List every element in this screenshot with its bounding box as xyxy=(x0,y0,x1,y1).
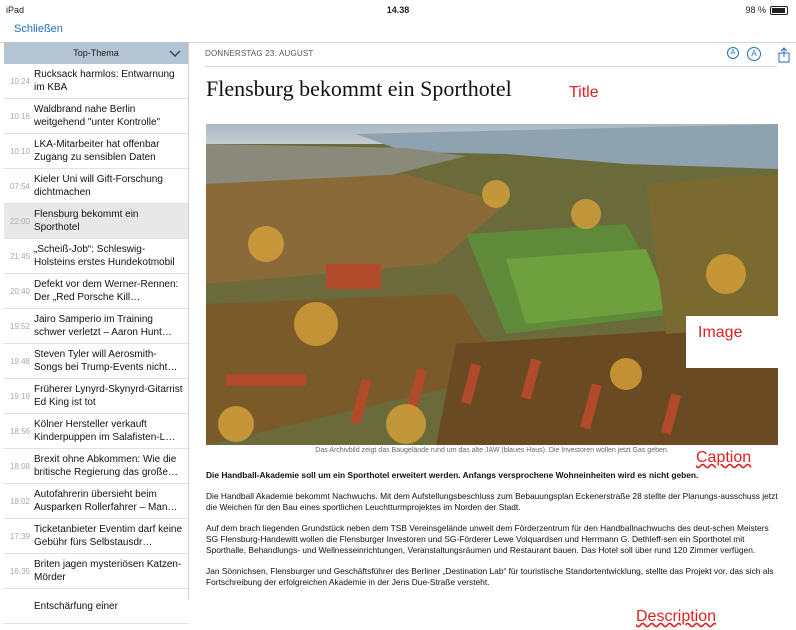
news-list-item[interactable] xyxy=(4,169,188,204)
sidebar-header[interactable] xyxy=(4,42,188,64)
news-list-item[interactable] xyxy=(4,414,188,449)
article-headline: Flensburg bekommt ein Sporthotel xyxy=(206,76,512,101)
news-item-time: 18:08 xyxy=(9,461,30,471)
news-list-item[interactable] xyxy=(4,344,188,379)
news-list-item[interactable] xyxy=(4,64,188,99)
news-list-item[interactable] xyxy=(4,134,188,169)
news-item-title: Briten jagen mysteriösen Katzen-Mörder xyxy=(34,559,182,583)
news-item-title: Entschärfung einer xyxy=(34,600,118,612)
news-item-title: Früherer Lynyrd-Skynyrd-Gitarrist Ed King ist tot xyxy=(34,384,183,408)
news-list-item[interactable] xyxy=(4,554,188,589)
news-item-time: 10:10 xyxy=(9,146,30,156)
news-item-time: 07:54 xyxy=(9,181,30,191)
image-caption: Das Archivbild zeigt das Baugelände rund um das alte JAW (blaues Haus). Die Investoren wollen jetzt Gas geben. xyxy=(315,447,669,454)
close-button[interactable]: Schließen xyxy=(14,23,63,35)
news-item-time: 19:48 xyxy=(9,356,30,366)
news-item-title: Rucksack harmlos: Entwarnung im KBA xyxy=(34,69,175,93)
news-list xyxy=(4,64,188,624)
device-label: iPad xyxy=(6,5,25,15)
status-bar xyxy=(0,0,796,18)
news-list-item[interactable] xyxy=(4,274,188,309)
clock: 14.38 xyxy=(386,5,410,15)
sidebar-header-label: Top-Thema xyxy=(73,48,119,58)
battery-status xyxy=(745,5,788,15)
news-item-title: LKA-Mitarbeiter hat offenbar Zugang zu sensiblen Daten xyxy=(34,139,160,163)
news-item-title: Jairo Samperio im Training schwer verletzt – Aaron Hunt… xyxy=(34,314,172,338)
news-list-item[interactable] xyxy=(4,204,188,239)
toolbar-icons xyxy=(727,47,791,63)
news-item-title: Autofahrerin übersieht beim Ausparken Rollerfahrer – Man… xyxy=(34,489,178,513)
news-item-time: 20:40 xyxy=(9,286,30,296)
news-item-title: Kölner Hersteller verkauft Kinderpuppen im Salafisten-L… xyxy=(34,419,176,443)
news-item-title: „Scheiß-Job“: Schleswig-Holsteins erstes Hundekotmobil xyxy=(34,244,175,268)
share-icon[interactable] xyxy=(777,47,791,63)
news-item-time: 21:45 xyxy=(9,251,30,261)
news-list-item[interactable] xyxy=(4,239,188,274)
annotation-title: Title xyxy=(569,84,599,101)
news-list-item[interactable] xyxy=(4,379,188,414)
chevron-down-icon[interactable] xyxy=(168,46,182,60)
news-item-time: 22:00 xyxy=(9,216,30,226)
annotation-image: Image xyxy=(698,324,743,341)
news-list-item[interactable] xyxy=(4,589,188,624)
news-list-item[interactable] xyxy=(4,99,188,134)
article-paragraph: Die Handball Akademie bekommt Nachwuchs. Mit dem Aufstellungsbeschluss zum Bebauungsplan Eckenerstraße 28 stellte der Planungs-ausschuss jetzt die Weichen für den Bau eines sportlichen Leuchtturmprojektes im Norden der Stadt. xyxy=(206,491,778,512)
toolbar-divider xyxy=(205,66,777,67)
news-item-title: Brexit ohne Abkommen: Wie die britische Regierung das große… xyxy=(34,454,178,478)
news-item-title: Steven Tyler will Aerosmith-Songs bei Trump-Events nicht… xyxy=(34,349,178,373)
news-item-time: 18:02 xyxy=(9,496,30,506)
article-date: DONNERSTAG 23. AUGUST xyxy=(205,49,314,58)
news-list-item[interactable] xyxy=(4,519,188,554)
news-list-item[interactable] xyxy=(4,449,188,484)
news-list-item[interactable] xyxy=(4,484,188,519)
news-item-time: 18:56 xyxy=(9,426,30,436)
news-item-time: 10:16 xyxy=(9,111,30,121)
aerial-photo xyxy=(206,124,778,445)
news-item-time: 17:39 xyxy=(9,531,30,541)
article-paragraph: Jan Sönnichsen, Flensburger und Geschäftsführer des Berliner „Destination Lab“ für touristische Standortentwicklung, stellte das Projekt vor, das sich als Fortschreibung der erfolgreichen Akademie in der Jens Due-Straße versteht. xyxy=(206,566,774,587)
news-item-time: 19:52 xyxy=(9,321,30,331)
news-item-time: 10:24 xyxy=(9,76,30,86)
battery-percent: 98 % xyxy=(745,5,766,15)
article-toolbar xyxy=(205,42,791,66)
news-item-time: 19:19 xyxy=(9,391,30,401)
news-item-title: Defekt vor dem Werner-Rennen: Der „Red Porsche Kill… xyxy=(34,279,179,303)
news-item-time xyxy=(4,589,34,623)
article-body xyxy=(206,470,778,598)
news-item-title: Flensburg bekommt ein Sporthotel xyxy=(34,209,139,233)
font-decrease-button[interactable]: A xyxy=(727,47,739,59)
nav-bar xyxy=(0,18,796,43)
news-item-title: Ticketanbieter Eventim darf keine Gebühr fürs Selbstausdr… xyxy=(34,524,183,548)
news-sidebar xyxy=(4,42,189,612)
article-paragraph: Auf dem brach liegenden Grundstück neben dem TSB Vereinsgelände unweit dem Förderzentrum für den Handballnachwuchs des deut-schen Meisters SG Flensburg-Handewitt wollen die Flensburger Investoren und SG-Förderer Lewe Volquardsen und Herrmann G. Dethleff-sen ein Sporthotel mit Sporthalle, Behandlungs- und Wellnesseinrichtungen, Veranstaltungsräumen und Restaurant bauen. Das Hotel soll über rund 120 Zimmer verfügen. xyxy=(206,523,769,555)
news-item-title: Waldbrand nahe Berlin weitgehend "unter Kontrolle" xyxy=(34,104,161,128)
font-increase-button[interactable]: A xyxy=(747,47,761,61)
annotation-description: Description xyxy=(636,608,717,625)
news-item-title: Kieler Uni will Gift-Forschung dichtmachen xyxy=(34,174,163,198)
news-list-item[interactable] xyxy=(4,309,188,344)
news-item-time: 16:35 xyxy=(9,566,30,576)
article-lead: Die Handball-Akademie soll um ein Sporthotel erweitert werden. Anfangs versprochene Wohneinheiten wird es nicht geben. xyxy=(206,470,699,480)
annotation-caption: Caption xyxy=(696,449,752,466)
article-image[interactable] xyxy=(206,124,778,445)
battery-icon xyxy=(770,6,788,15)
